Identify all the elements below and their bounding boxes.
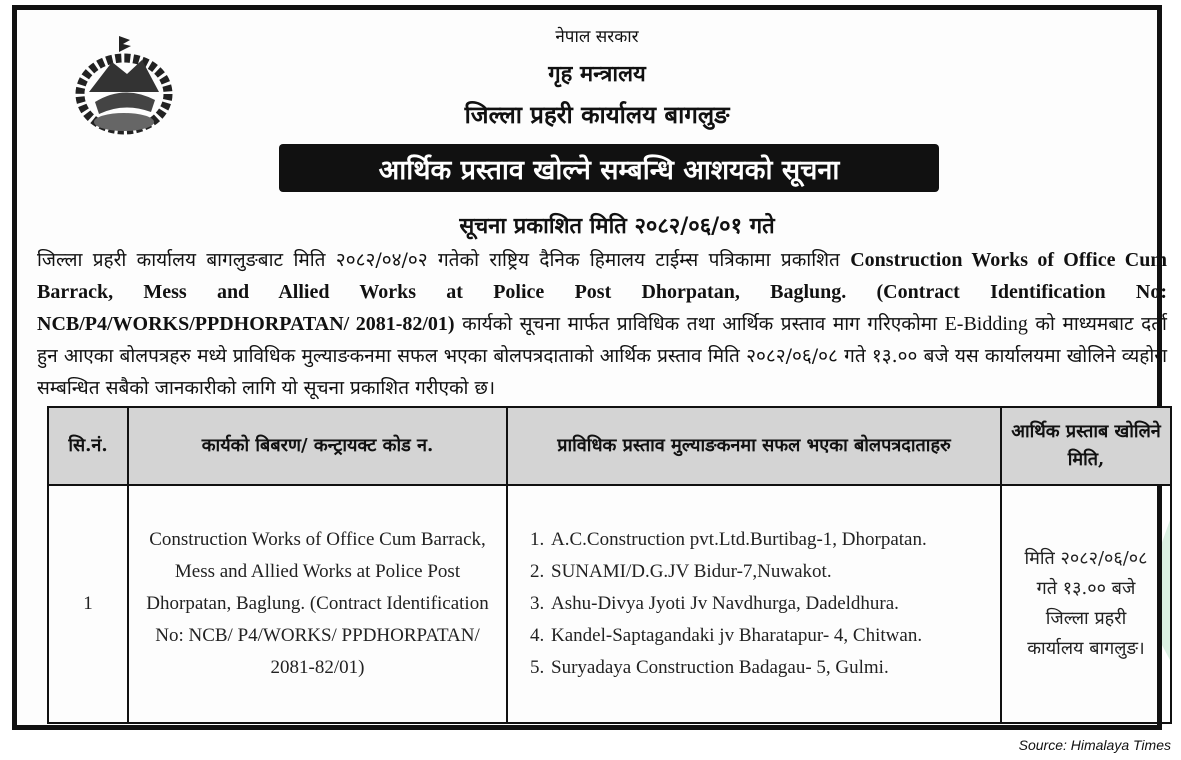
intro-text: जिल्ला प्रहरी कार्यालय बागलुङबाट मिति २०८२/०४/०२ गतेको राष्ट्रिय दैनिक हिमालय टाईम्स पत्रिकामा प्रकाशित [37, 249, 851, 271]
nepal-emblem-icon [67, 32, 182, 142]
bidders-list [509, 524, 999, 684]
cell-bidders [507, 485, 1001, 723]
list-item: 5. Suryadaya Construction Badagau- 5, Gulmi. [549, 652, 993, 684]
ministry-label: गृह मन्त्रालय [548, 61, 646, 87]
notice-title-text: आर्थिक प्रस्ताव खोल्ने सम्बन्धि आशयको सूचना [378, 154, 840, 186]
source-caption: Source: Himalaya Times [1018, 737, 1171, 753]
closing-text: को माध्यमबाट दर्ता हुन आएका बोलपत्रहरु मध्ये प्राविधिक मुल्याङकनमा सफल भएका बोलपत्रदाताको आर्थिक प्रस्ताव मिति २०८२/०६/०८ गते १३.०० बजे यस कार्यालयमा खोलिने व्यहोरा सम्बन्धित सबैको जानकारीको लागि यो सूचना प्रकाशित गरीएको छ। [37, 313, 1167, 399]
cell-opening-date [1001, 485, 1171, 723]
notice-body [37, 244, 1167, 404]
table-header-row [48, 407, 1171, 485]
continuation-text: कार्यको सूचना मार्फत प्राविधिक तथा आर्थिक प्रस्ताव माग गरिएकोमा [454, 313, 945, 335]
header-sn: सि.नं. [48, 407, 128, 485]
cell-sn: 1 [48, 485, 128, 723]
government-label: नेपाल सरकार [555, 27, 639, 47]
list-item: 1. A.C.Construction pvt.Ltd.Burtibag-1, Dhorpatan. [549, 524, 993, 556]
published-date: सूचना प्रकाशित मिति २०८२/०६/०१ गते [459, 213, 775, 239]
bidders-table [47, 406, 1172, 724]
header-description: कार्यको बिबरण/ कन्ट्रायक्ट कोड न. [128, 407, 507, 485]
list-item: 2. SUNAMI/D.G.JV Bidur-7,Nuwakot. [549, 556, 993, 588]
office-label: जिल्ला प्रहरी कार्यालय बागलुङ [464, 100, 730, 129]
list-item: 4. Kandel-Saptagandaki jv Bharatapur- 4, Chitwan. [549, 620, 993, 652]
opening-date-text: मिति २०८२/०६/०८ गते १३.०० बजे जिल्ला प्रहरी कार्यालय बागलुङ। [1024, 548, 1148, 659]
project-name: Construction Works of Office Cum Barrack, Mess and Allied Works at Police Post Dhorpatan, Baglung. (Contract Identification No: NCB/P4/WORKS/PPDHORPATAN/ 2081-82/01) [37, 249, 1167, 335]
cell-description: Construction Works of Office Cum Barrack, Mess and Allied Works at Police Post Dhorpatan, Baglung. (Contract Identification No: NCB/ P4/WORKS/ PPDHORPATAN/ 2081-82/01) [128, 485, 507, 723]
header-opening-date: आर्थिक प्रस्ताब खोलिने मिति, [1001, 407, 1171, 485]
list-item: 3. Ashu-Divya Jyoti Jv Navdhurga, Dadeldhura. [549, 588, 993, 620]
notice-frame [12, 5, 1167, 730]
table-row [48, 485, 1171, 723]
notice-title [279, 144, 939, 192]
ebidding-text: E-Bidding [944, 313, 1028, 335]
header-bidders: प्राविधिक प्रस्ताव मुल्याङकनमा सफल भएका बोलपत्रदाताहरु [507, 407, 1001, 485]
